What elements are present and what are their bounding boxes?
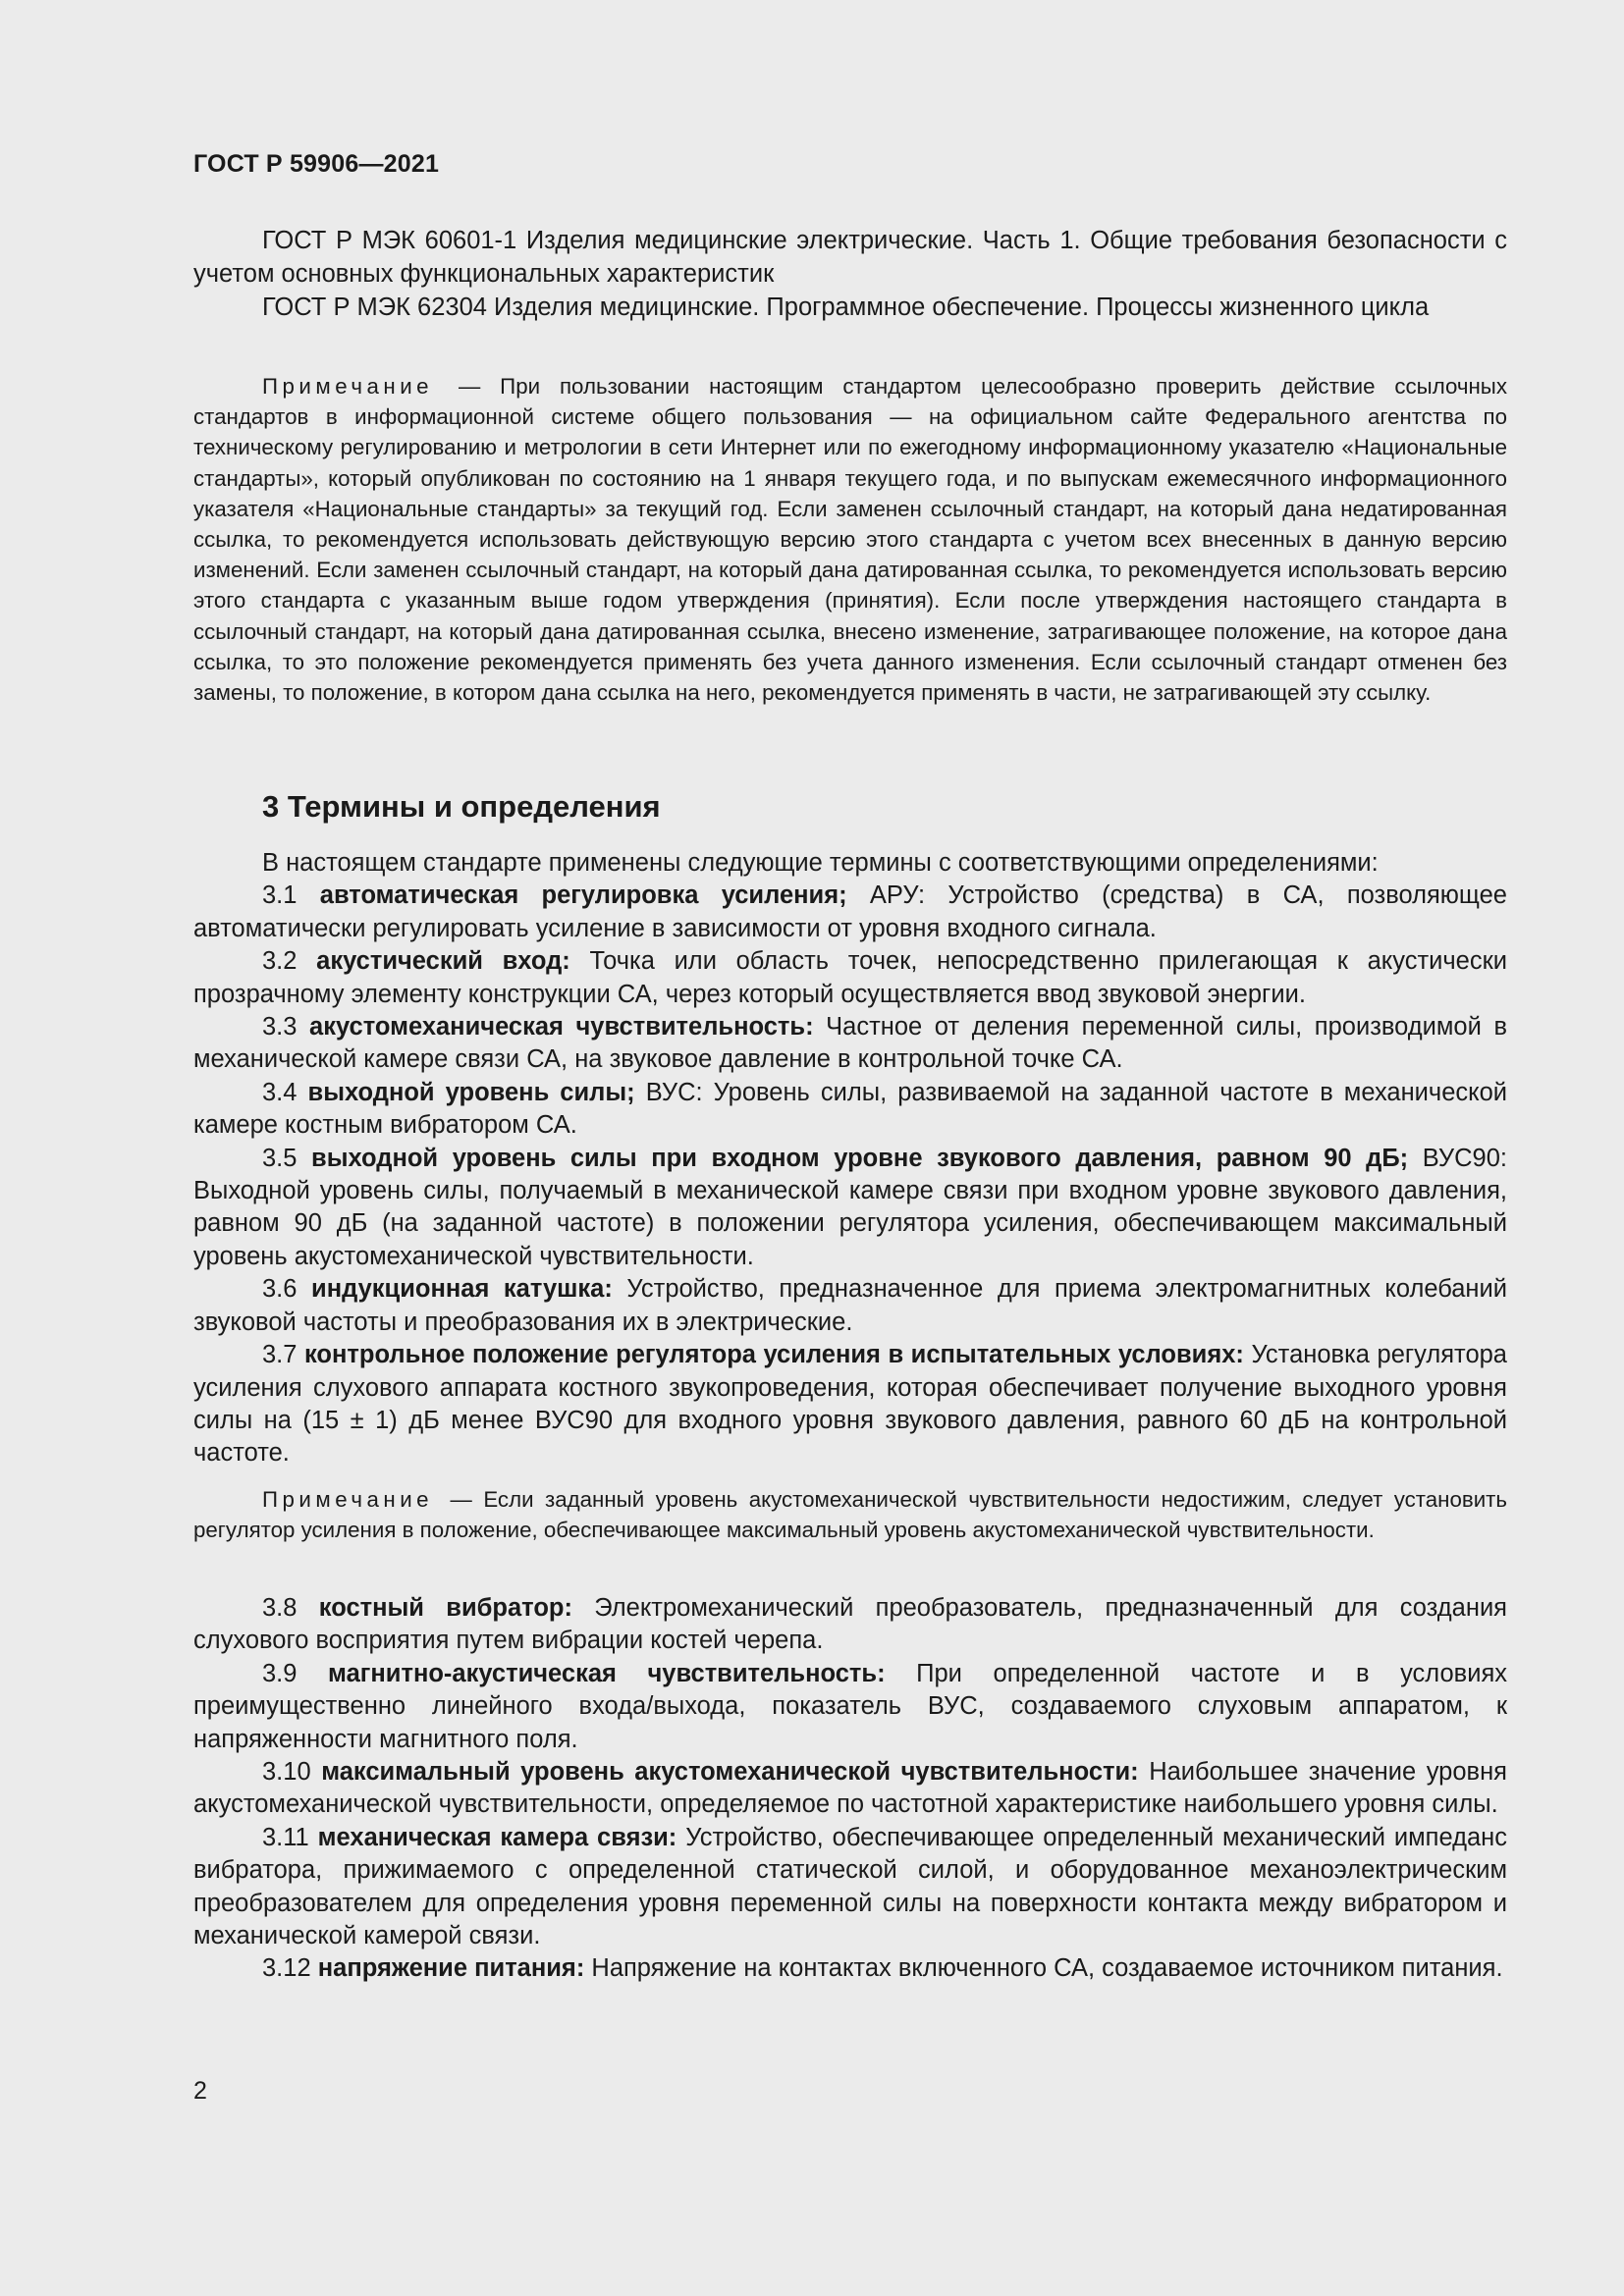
- term-entry: 3.2 акустический вход: Точка или область точек, непосредственно прилегающая к акустически прозрачному элементу конструкции СА, через который осуществляется ввод звуковой энергии.: [193, 947, 1507, 1008]
- term-name: выходной уровень силы;: [307, 1078, 635, 1106]
- note-text: — При пользовании настоящим стандартом целесообразно проверить действие ссылочных стандартов в информационной системе общего пользования — на официальном сайте Федерального агентства по техническому регулированию и метрологии в сети Интернет или по ежегодному информационному указателю «Национальные стандарты», который опубликован по состоянию на 1 января текущего года, и по выпускам ежемесячного информационного указателя «Национальные стандарты» за текущий год. Если заменен ссылочный стандарт, на который дана недатированная ссылка, то рекомендуется использовать действующую версию этого стандарта с учетом всех внесенных в данную версию изменений. Если заменен ссылочный стандарт, на который дана датированная ссылка, то рекомендуется использовать версию этого стандарта с указанным выше годом утверждения (принятия). Если после утверждения настоящего стандарта в ссылочный стандарт, на который дана датированная ссылка, внесено изменение, затрагивающее положение, на которое дана ссылка, то это положение рекомендуется применять без учета данного изменения. Если ссылочный стандарт отменен без замены, то положение, в котором дана ссылка на него, рекомендуется применять в части, не затрагивающей эту ссылку.: [193, 374, 1507, 706]
- term-definition: ВУС: Уровень силы, развиваемой на заданной частоте в механической камере костным вибратором СА.: [193, 1078, 1507, 1140]
- term-entry: 3.8 костный вибратор: Электромеханический преобразователь, предназначенный для создания слухового восприятия путем вибрации костей черепа.: [193, 1594, 1507, 1655]
- note-label: Примечание: [262, 1487, 434, 1512]
- term-entry: 3.12 напряжение питания: Напряжение на контактах включенного СА, создаваемое источником питания.: [262, 1954, 1503, 1983]
- term-entry: 3.9 магнитно-акустическая чувствительность: При определенной частоте и в условиях преимущественно линейного входа/выхода, показатель ВУС, создаваемого слуховым аппаратом, к напряженности магнитного поля.: [193, 1659, 1507, 1753]
- term-name: магнитно-акустическая чувствительность:: [328, 1659, 886, 1687]
- term-definition: Напряжение на контактах включенного СА, создаваемое источником питания.: [591, 1954, 1503, 1983]
- term-definition: Установка регулятора усиления слухового аппарата костного звукопроведения, которая обеспечивает получение выходного уровня силы на (15 ± 1) дБ менее ВУС90 для входного уровня звукового давления, равного 60 дБ на контрольной частоте.: [193, 1341, 1507, 1468]
- term-name: автоматическая регулировка усиления;: [319, 881, 847, 910]
- normative-references: [193, 224, 1507, 324]
- terms-list-second: [193, 1592, 1507, 1986]
- term-definition: Точка или область точек, непосредственно прилегающая к акустически прозрачному элементу конструкции СА, через который осуществляется ввод звуковой энергии.: [193, 947, 1507, 1008]
- term-definition: При определенной частоте и в условиях преимущественно линейного входа/выхода, показатель ВУС, создаваемого слуховым аппаратом, к напряженности магнитного поля.: [193, 1659, 1507, 1753]
- term-definition: АРУ: Устройство (средства) в СА, позволяющее автоматически регулировать усиление в зависимости от уровня входного сигнала.: [193, 881, 1507, 942]
- document-code-header: ГОСТ Р 59906—2021: [193, 150, 440, 178]
- reference-item: ГОСТ Р МЭК 62304 Изделия медицинские. Программное обеспечение. Процессы жизненного цикла: [262, 294, 1430, 321]
- term-entry: 3.4 выходной уровень силы; ВУС: Уровень силы, развиваемой на заданной частоте в механической камере костным вибратором СА.: [193, 1078, 1507, 1140]
- note-references: [193, 371, 1507, 708]
- term-name: акустомеханическая чувствительность:: [309, 1013, 814, 1041]
- term-definition: ВУС90: Выходной уровень силы, получаемый в механической камере связи при входном уровне звукового давления, равном 90 дБ (на заданной частоте) в положении регулятора усиления, обеспечивающем максимальный уровень акустомеханической чувствительности.: [193, 1144, 1507, 1270]
- term-definition: Устройство, обеспечивающее определенный механический импеданс вибратора, прижимаемого с определенной статической силой, и оборудованное механоэлектрическим преобразователем для определения уровня переменной силы на поверхности контакта между вибратором и механической камерой связи.: [193, 1823, 1508, 1950]
- section-title: 3 Термины и определения: [262, 789, 661, 824]
- note-sensitivity: [193, 1484, 1507, 1545]
- term-entry: 3.7 контрольное положение регулятора усиления в испытательных условиях: Установка регулятора усиления слухового аппарата костного звукопроведения, которая обеспечивает получение выходного уровня силы на (15 ± 1) дБ менее ВУС90 для входного уровня звукового давления, равного 60 дБ на контрольной частоте.: [193, 1341, 1507, 1468]
- term-entry: 3.11 механическая камера связи: Устройство, обеспечивающее определенный механический импеданс вибратора, прижимаемого с определенной статической силой, и оборудованное механоэлектрическим преобразователем для определения уровня переменной силы на поверхности контакта между вибратором и механической камерой связи.: [193, 1823, 1508, 1950]
- term-definition: Частное от деления переменной силы, производимой в механической камере связи СА, на звуковое давление в контрольной точке СА.: [193, 1013, 1507, 1074]
- term-name: максимальный уровень акустомеханической чувствительности:: [321, 1758, 1139, 1787]
- reference-item: ГОСТ Р МЭК 60601-1 Изделия медицинские электрические. Часть 1. Общие требования безопасности с учетом основных функциональных характеристик: [193, 227, 1507, 288]
- term-entry: 3.1 автоматическая регулировка усиления; АРУ: Устройство (средства) в СА, позволяющее автоматически регулировать усиление в зависимости от уровня входного сигнала.: [193, 881, 1507, 942]
- term-name: выходной уровень силы при входном уровне звукового давления, равном 90 дБ;: [311, 1144, 1409, 1172]
- terms-list-first: [193, 847, 1507, 1470]
- term-name: контрольное положение регулятора усиления в испытательных условиях:: [304, 1341, 1244, 1369]
- term-entry: 3.10 максимальный уровень акустомеханической чувствительности: Наибольшее значение уровня акустомеханической чувствительности, определяемое по частотной характеристике наибольшего уровня силы.: [193, 1758, 1507, 1819]
- term-name: механическая камера связи:: [317, 1823, 677, 1851]
- note-text: — Если заданный уровень акустомеханической чувствительности недостижим, следует установить регулятор усиления в положение, обеспечивающее максимальный уровень акустомеханической чувствительности.: [193, 1487, 1508, 1543]
- term-name: костный вибратор:: [318, 1594, 572, 1622]
- term-definition: Электромеханический преобразователь, предназначенный для создания слухового восприятия путем вибрации костей черепа.: [193, 1594, 1507, 1655]
- term-name: напряжение питания:: [317, 1954, 585, 1983]
- note-label: Примечание: [262, 374, 434, 399]
- section-intro: В настоящем стандарте применены следующие термины с соответствующими определениями:: [262, 849, 1379, 877]
- term-entry: 3.5 выходной уровень силы при входном уровне звукового давления, равном 90 дБ; ВУС90: Выходной уровень силы, получаемый в механической камере связи при входном уровне звукового давления, равном 90 дБ (на заданной частоте) в положении регулятора усиления, обеспечивающем максимальный уровень акустомеханической чувствительности.: [193, 1144, 1507, 1270]
- term-entry: 3.3 акустомеханическая чувствительность: Частное от деления переменной силы, производимой в механической камере связи СА, на звуковое давление в контрольной точке СА.: [193, 1013, 1507, 1074]
- term-name: акустический вход:: [316, 947, 570, 976]
- term-definition: Устройство, предназначенное для приема электромагнитных колебаний звуковой частоты и преобразования их в электрические.: [193, 1275, 1507, 1336]
- page-number: 2: [193, 2077, 207, 2105]
- term-name: индукционная катушка:: [311, 1275, 613, 1304]
- term-entry: 3.6 индукционная катушка: Устройство, предназначенное для приема электромагнитных колебаний звуковой частоты и преобразования их в электрические.: [193, 1275, 1507, 1336]
- term-definition: Наибольшее значение уровня акустомеханической чувствительности, определяемое по частотной характеристике наибольшего уровня силы.: [193, 1758, 1507, 1819]
